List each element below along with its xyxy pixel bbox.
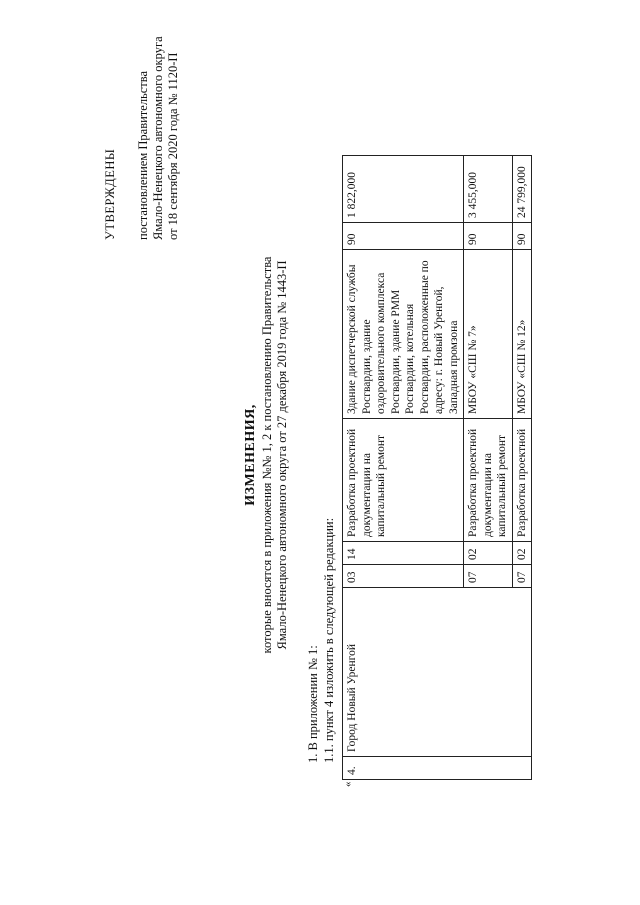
object-name: МБОУ «СШ № 7» xyxy=(464,250,513,419)
approval-line: Ямало-Ненецкого автономного округа xyxy=(151,36,165,240)
amount: 24 799,000 xyxy=(512,156,532,223)
document-title: ИЗМЕНЕНИЯ, xyxy=(243,404,258,506)
code-a: 07 xyxy=(512,565,532,588)
amount: 3 455,000 xyxy=(464,156,513,223)
opening-quote: « xyxy=(342,781,354,787)
approval-heading: УТВЕРЖДЕНЫ xyxy=(103,148,117,240)
percent: 90 xyxy=(343,223,464,250)
title-line: Ямало-Ненецкого автономного округа от 27 декабря 2019 года № 1443-П xyxy=(275,260,289,650)
amount: 1 822,000 xyxy=(343,156,464,223)
object-name: Здание диспетчерской службы Росгвардии, здание оздоровительного комплекса Росгвардии, здание РММ Росгвардии, котельная Росгвардии, расположенные по адресу: г. Новый Уренгой, Западная промзона xyxy=(343,250,464,419)
changes-table xyxy=(342,155,532,780)
percent: 90 xyxy=(464,223,513,250)
title-line: которые вносятся в приложения №№ 1, 2 к постановлению Правительства xyxy=(260,256,274,654)
code-a: 07 xyxy=(464,565,513,588)
work-type: Разработка проектной документации на капитальный ремонт xyxy=(343,419,464,542)
item-number: 4. xyxy=(343,757,532,780)
object-name: МБОУ «СШ № 12» xyxy=(512,250,532,419)
work-type: Разработка проектной документации на капитальный ремонт xyxy=(464,419,513,542)
table-row xyxy=(343,156,464,780)
approval-block xyxy=(103,30,181,240)
code-b: 14 xyxy=(343,542,464,565)
percent: 90 xyxy=(512,223,532,250)
code-b: 02 xyxy=(464,542,513,565)
paragraph: 1.1. пункт 4 изложить в следующей редакции: xyxy=(322,517,336,763)
approval-line: от 18 сентября 2020 года № 1120-П xyxy=(166,52,180,240)
work-type: Разработка проектной xyxy=(512,419,532,542)
municipality-name: Город Новый Уренгой xyxy=(343,588,532,757)
rotated-content xyxy=(20,25,620,885)
code-b: 02 xyxy=(512,542,532,565)
code-a: 03 xyxy=(343,565,464,588)
paragraph: 1. В приложении № 1: xyxy=(306,645,320,763)
approval-line: постановлением Правительства xyxy=(136,70,150,240)
